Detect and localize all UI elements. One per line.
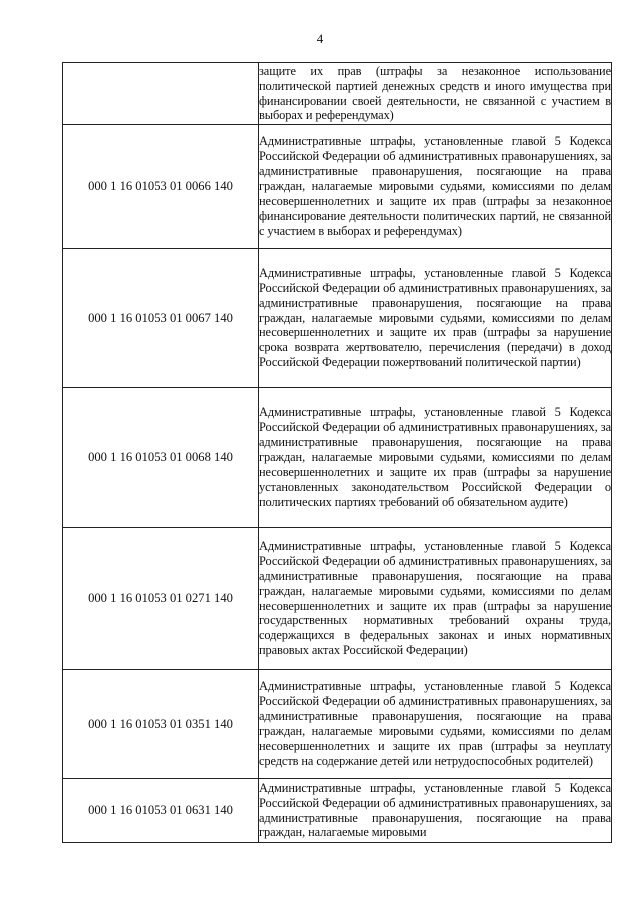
description-cell: Административные штрафы, установленные главой 5 Кодекса Российской Федерации об административных правонарушениях, за административные правонарушения, посягающие на права граждан, налагаемые мировыми судьями, комиссиями по делам несовершеннолетних и защите их прав (штрафы за нарушение срока возврата жертвователю, перечисления (передачи) в доход Российской Федерации пожертвований политической партии): [259, 249, 612, 388]
budget-code-cell: 000 1 16 01053 01 0631 140: [63, 779, 259, 843]
table-row: [63, 249, 612, 388]
table-row: [63, 125, 612, 249]
budget-code-cell: 000 1 16 01053 01 0351 140: [63, 670, 259, 779]
budget-code-cell: 000 1 16 01053 01 0271 140: [63, 528, 259, 670]
budget-codes-table: [62, 62, 612, 843]
description-cell: Административные штрафы, установленные главой 5 Кодекса Российской Федерации об административных правонарушениях, за административные правонарушения, посягающие на права граждан, налагаемые мировыми судьями, комиссиями по делам несовершеннолетних и защите их прав (штрафы за нарушение государственных нормативных требований охраны труда, содержащихся в федеральных законах и иных нормативных правовых актах Российской Федерации): [259, 528, 612, 670]
budget-code-cell: 000 1 16 01053 01 0068 140: [63, 388, 259, 528]
page-number: 4: [316, 31, 324, 46]
table-row: [63, 670, 612, 779]
budget-code-cell: 000 1 16 01053 01 0067 140: [63, 249, 259, 388]
description-cell: Административные штрафы, установленные главой 5 Кодекса Российской Федерации об административных правонарушениях, за административные правонарушения, посягающие на права граждан, налагаемые мировыми судьями, комиссиями по делам несовершеннолетних и защите их прав (штрафы за незаконное финансирование деятельности политических партий, не связанной с участием в выборах и референдумах): [259, 125, 612, 249]
budget-code-cell: 000 1 16 01053 01 0066 140: [63, 125, 259, 249]
table-row: [63, 388, 612, 528]
budget-code-cell: [63, 63, 259, 125]
description-cell: защите их прав (штрафы за незаконное использование политической партией денежных средств и иного имущества при финансировании своей деятельности, не связанной с участием в выборах и референдумах): [259, 63, 612, 125]
table-row: [63, 779, 612, 843]
table-row: [63, 63, 612, 125]
description-cell: Административные штрафы, установленные главой 5 Кодекса Российской Федерации об административных правонарушениях, за административные правонарушения, посягающие на права граждан, налагаемые мировыми: [259, 779, 612, 843]
table-row: [63, 528, 612, 670]
description-cell: Административные штрафы, установленные главой 5 Кодекса Российской Федерации об административных правонарушениях, за административные правонарушения, посягающие на права граждан, налагаемые мировыми судьями, комиссиями по делам несовершеннолетних и защите их прав (штрафы за неуплату средств на содержание детей или нетрудоспособных родителей): [259, 670, 612, 779]
description-cell: Административные штрафы, установленные главой 5 Кодекса Российской Федерации об административных правонарушениях, за административные правонарушения, посягающие на права граждан, налагаемые мировыми судьями, комиссиями по делам несовершеннолетних и защите их прав (штрафы за нарушение установленных законодательством Российской Федерации о политических партиях требований об обязательном аудите): [259, 388, 612, 528]
